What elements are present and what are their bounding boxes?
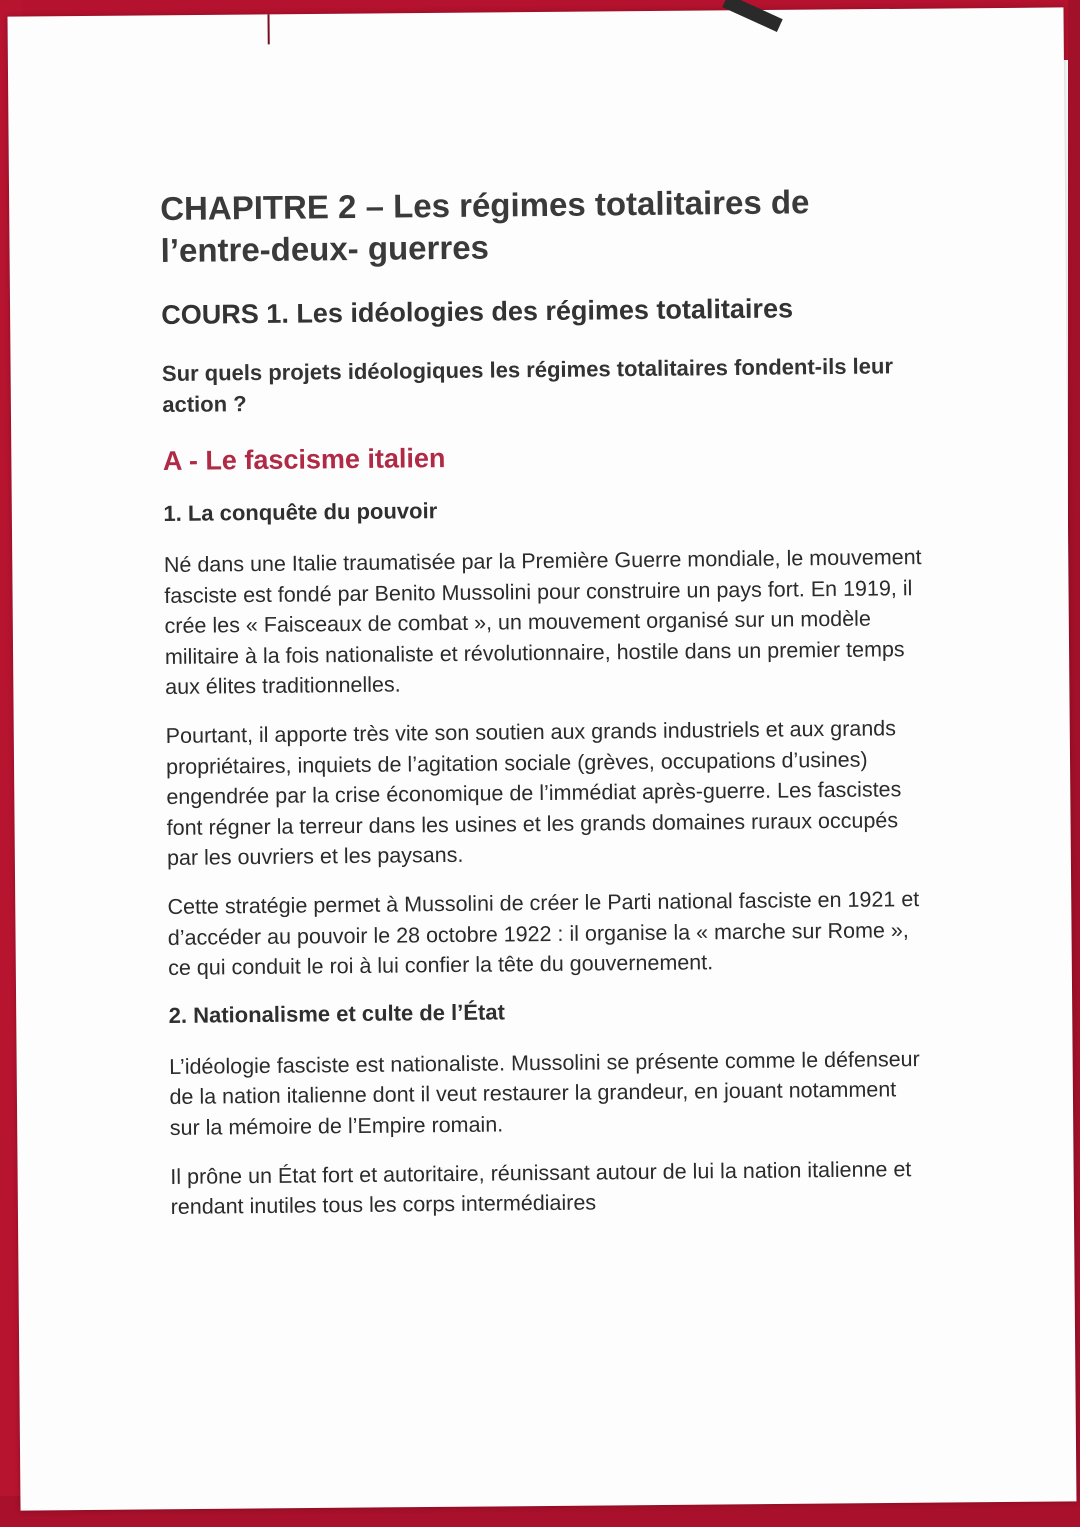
guiding-question: Sur quels projets idéologiques les régimes totalitaires fondent-ils leur action ? xyxy=(161,353,894,417)
course-title: COURS 1. Les idéologies des régimes totalitaires xyxy=(161,293,794,330)
paragraph: L’idéologie fasciste est nationaliste. Mussolini se présente comme le défenseur de la nation italienne dont il veut restaurer la grandeur, en jouant notamment sur la mémoire de l’Empire romain. xyxy=(169,1046,920,1140)
document-content xyxy=(160,180,931,1241)
paragraph: Né dans une Italie traumatisée par la Première Guerre mondiale, le mouvement fasciste est fondé par Benito Mussolini pour construire un pays fort. En 1919, il crée les « Faisceaux de combat », un mouvement organisé sur un modèle militaire à la fois nationaliste et révolutionnaire, hostile dans un premier temps aux élites traditionnelles. xyxy=(163,545,922,700)
paragraph: Pourtant, il apporte très vite son soutien aux grands industriels et aux grands propriétaires, inquiets de l’agitation sociale (grèves, occupations d’usines) engendrée par la crise économique de l’immédiat après-guerre. Les fascistes font régner la terreur dans les usines et les grands domaines ruraux occupés par les ouvriers et les paysans. xyxy=(165,716,902,871)
paragraph: Cette stratégie permet à Mussolini de créer le Parti national fasciste en 1921 et d’accéder au pouvoir le 28 octobre 1922 : il organise la « marche sur Rome », ce qui conduit le roi à lui confier la tête du gouvernement. xyxy=(167,887,920,981)
subsection-1-title: 1. La conquête du pouvoir xyxy=(163,498,438,526)
chapter-title: CHAPITRE 2 – Les régimes totalitaires de l’entre-deux- guerres xyxy=(160,183,810,269)
subsection-2-title: 2. Nationalisme et culte de l’État xyxy=(168,999,505,1028)
paper-fold-mark xyxy=(267,14,269,44)
paragraph: Il prône un État fort et autoritaire, réunissant autour de lui la nation italienne et rendant inutiles tous les corps intermédiaires xyxy=(170,1156,912,1220)
section-a-title: A - Le fascisme italien xyxy=(162,443,446,476)
